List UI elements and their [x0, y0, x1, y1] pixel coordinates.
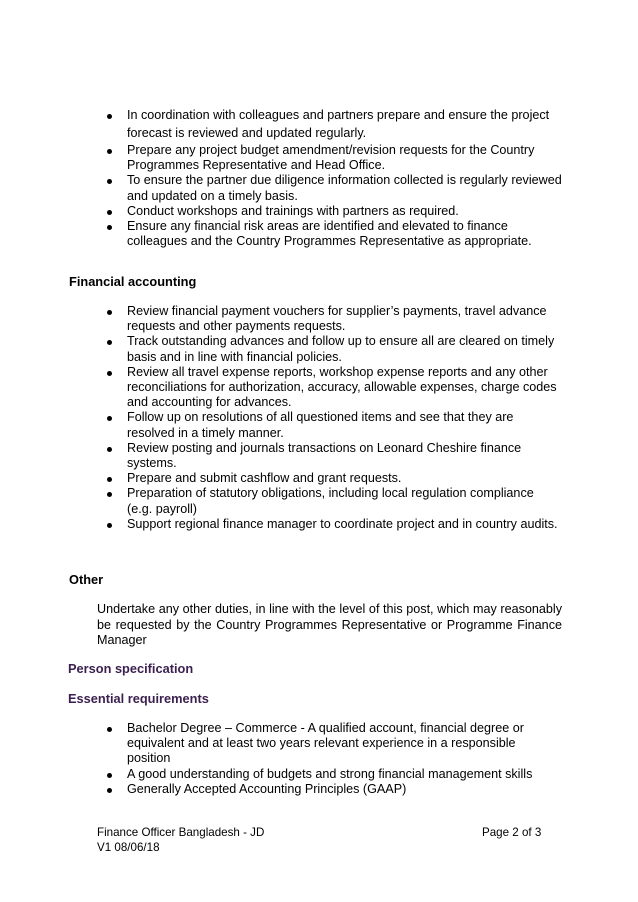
- heading-person-specification: Person specification: [68, 661, 194, 676]
- bullet-icon: [107, 447, 112, 452]
- list-item: Support regional finance manager to coordinate project and in country audits.: [107, 517, 562, 532]
- heading-financial-accounting: Financial accounting: [69, 274, 197, 289]
- list-item: Conduct workshops and trainings with partners as required.: [107, 204, 562, 219]
- bullet-icon: [107, 477, 112, 482]
- list-item: A good understanding of budgets and strong financial management skills: [107, 767, 562, 782]
- bullet-icon: [107, 523, 112, 528]
- list-item: Preparation of statutory obligations, including local regulation compliance (e.g. payroll): [107, 486, 562, 516]
- bullet-icon: [107, 416, 112, 421]
- bullet-icon: [107, 773, 112, 778]
- essential-requirements-list: [107, 721, 562, 797]
- bullet-icon: [107, 788, 112, 793]
- heading-essential-requirements: Essential requirements: [68, 691, 209, 706]
- list-item: Review financial payment vouchers for supplier’s payments, travel advance requests and other payments requests.: [107, 304, 562, 334]
- list-item: Follow up on resolutions of all questioned items and see that they are resolved in a timely manner.: [107, 410, 562, 440]
- heading-other: Other: [69, 572, 104, 587]
- footer-doc-title: Finance Officer Bangladesh - JD: [97, 826, 265, 839]
- bullet-icon: [107, 149, 112, 154]
- list-item: Prepare and submit cashflow and grant requests.: [107, 471, 562, 486]
- bullet-icon: [107, 210, 112, 215]
- list-item: Track outstanding advances and follow up to ensure all are cleared on timely basis and in line with financial policies.: [107, 334, 562, 364]
- other-paragraph: Undertake any other duties, in line with the level of this post, which may reasonably be requested by the Country Programmes Representative or Programme Finance Manager: [97, 602, 562, 648]
- list-item: In coordination with colleagues and partners prepare and ensure the project forecast is reviewed and updated regularly.: [107, 107, 562, 142]
- financial-accounting-list: [107, 304, 562, 532]
- bullet-icon: [107, 310, 112, 315]
- list-item: Prepare any project budget amendment/revision requests for the Country Programmes Representative and Head Office.: [107, 143, 562, 173]
- bullet-icon: [107, 492, 112, 497]
- list-item: Review all travel expense reports, workshop expense reports and any other reconciliations for authorization, accuracy, allowable expenses, charge codes and accounting for advances.: [107, 365, 562, 411]
- footer-version: V1 08/06/18: [97, 841, 160, 854]
- bullet-icon: [107, 114, 112, 119]
- bullet-icon: [107, 225, 112, 230]
- list-item: Review posting and journals transactions on Leonard Cheshire finance systems.: [107, 441, 562, 471]
- top-bullet-list: [107, 107, 562, 249]
- list-item: Generally Accepted Accounting Principles (GAAP): [107, 782, 562, 797]
- list-item: Ensure any financial risk areas are identified and elevated to finance colleagues and the Country Programmes Representative as appropriate.: [107, 219, 562, 249]
- footer-page-number: Page 2 of 3: [482, 826, 542, 839]
- bullet-icon: [107, 727, 112, 732]
- bullet-icon: [107, 340, 112, 345]
- list-item: To ensure the partner due diligence information collected is regularly reviewed and updated on a timely basis.: [107, 173, 562, 203]
- bullet-icon: [107, 179, 112, 184]
- footer-left: [97, 825, 264, 855]
- list-item: Bachelor Degree – Commerce - A qualified account, financial degree or equivalent and at least two years relevant experience in a responsible position: [107, 721, 562, 767]
- bullet-icon: [107, 371, 112, 376]
